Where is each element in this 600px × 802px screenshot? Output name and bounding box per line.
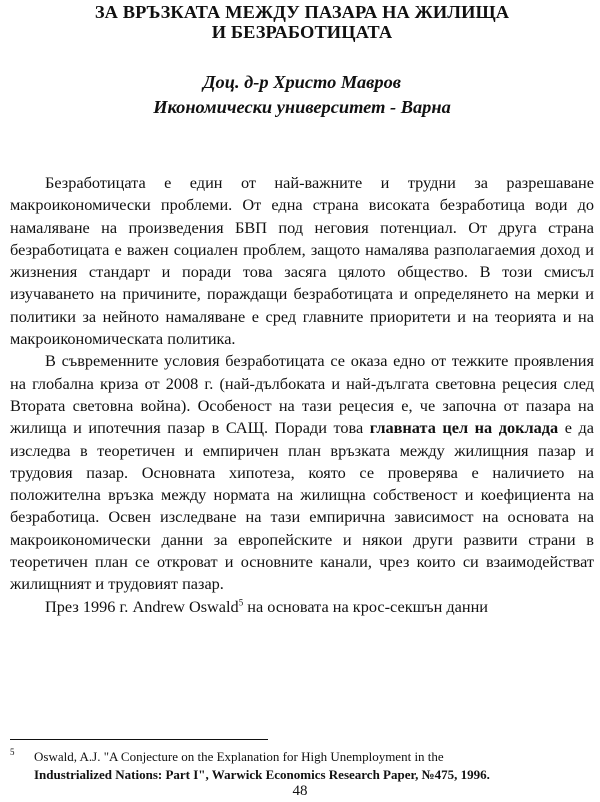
paragraph-2 — [10, 350, 594, 595]
author-block — [10, 70, 594, 120]
paper-title — [10, 2, 594, 42]
body-text — [10, 172, 594, 618]
footnote — [10, 748, 594, 783]
footnote-text — [10, 748, 594, 783]
footnote-line-1: Oswald, A.J. "A Conjecture on the Explanation for High Unemployment in the — [34, 749, 444, 764]
page-number: 48 — [292, 783, 308, 799]
paragraph-3-text-start: През 1996 г. Andrew Oswald — [45, 596, 239, 616]
title-line-1: ЗА ВРЪЗКАТА МЕЖДУ ПАЗАРА НА ЖИЛИЩА — [94, 2, 510, 22]
paragraph-2-text-start: В съвременните условия безработицата се оказа едно от тежките проявления на глобална криза от 2008 г. (най-дълбоката и най-дългата световна рецесия след Втората световна война). Особеност на тази рецесия е, че започна от пазара на жилища и ипотечния пазар в САЩ. Поради това — [10, 351, 594, 438]
paragraph-2-text-end: е да изследва в теоретичен и емпиричен план връзката между жилищния пазар и трудовия пазар. Основната хипотеза, която се проверява е наличието на положителна връзка между нормата на жилищна собственост и коефициента на безработица. Освен изследване на тази емпирична зависимост на основата на макроикономически данни за европейските и някои други развити страни в теоретичен план се откроват и основните канали, чрез които си взаимодействат жилищният и трудовият пазар. — [10, 418, 594, 594]
author-name: Доц. д-р Христо Мавров — [202, 72, 402, 92]
footnote-line-2: Industrialized Nations: Part I", Warwick Economics Research Paper, №475, 1996. — [34, 766, 490, 782]
title-line-2: И БЕЗРАБОТИЦАТА — [211, 22, 393, 42]
paragraph-2-emphasis: главната цел на доклада — [369, 418, 559, 438]
paragraph-3-text-end: на основата на крос-секшън данни — [243, 596, 489, 616]
paragraph-1-text: Безработицата е един от най-важните и трудни за разрешаване макроикономически проблеми. От една страна високата безработица води до намаляване на произведения БВП под неговия потенциал. От друга страна безработицата е важен социален проблем, защото намалява разполагаемия доход и жизнения стандарт и поради това засяга цялото общество. В този смисъл изучаването на причините, пораждащи безработицата и определянето на мерки и политики за нейното намаляване е сред главните приоритети и на теорията и на макроикономическата политика. — [10, 173, 594, 349]
footnote-divider — [10, 739, 268, 740]
author-affiliation: Икономически университет - Варна — [153, 97, 451, 117]
paragraph-3 — [10, 596, 594, 618]
footnote-marker: 5 — [10, 747, 15, 757]
paragraph-1 — [10, 172, 594, 350]
document-page — [0, 2, 600, 802]
footnote-reference: 5 — [238, 597, 244, 608]
